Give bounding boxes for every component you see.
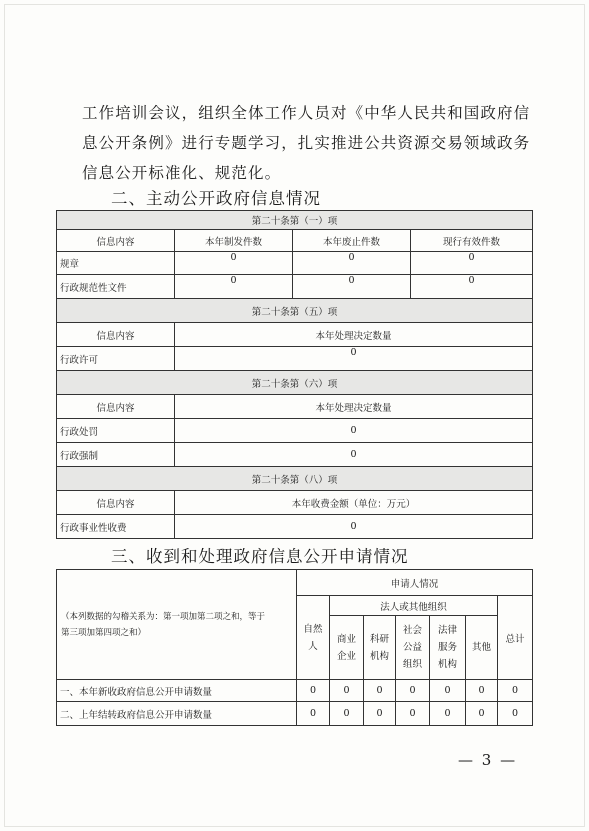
value-cell: 0 [175, 515, 533, 539]
applicant-header: 申请人情况 [297, 570, 533, 596]
table-row [57, 515, 533, 539]
value-cell: 0 [411, 275, 533, 299]
value-cell: 0 [330, 702, 364, 726]
paragraph-line: 信息公开标准化、规范化。 [82, 164, 282, 182]
header-cell: 本年处理决定数量 [175, 395, 533, 419]
row-label: 一、本年新收政府信息公开申请数量 [57, 680, 297, 702]
item-8-caption: 第二十条第（八）项 [57, 467, 533, 491]
table-row [57, 211, 533, 230]
note-cell [57, 570, 297, 680]
table-row [57, 680, 533, 702]
paragraph-line: 工作培训会议，组织全体工作人员对《中华人民共和国政府信 [82, 104, 531, 122]
row-label: 行政许可 [57, 347, 175, 371]
value-cell: 0 [364, 680, 396, 702]
value-cell: 0 [396, 680, 430, 702]
paragraph-line: 息公开条例》进行专题学习，扎实推进公共资源交易领域政务 [82, 134, 531, 152]
total-header: 总计 [498, 596, 533, 680]
row-label: 规章 [57, 252, 175, 275]
org-subheader: 科研 机构 [364, 616, 396, 680]
header-cell: 本年废止件数 [293, 230, 411, 252]
natural-person-header: 自然 人 [297, 596, 330, 680]
value-cell: 0 [466, 680, 498, 702]
org-subheader: 法律 服务 机构 [430, 616, 466, 680]
value-cell: 0 [411, 252, 533, 275]
value-cell: 0 [498, 680, 533, 702]
table-row [57, 252, 533, 275]
org-subheader: 社会 公益 组织 [396, 616, 430, 680]
page-number: — 3 — [458, 751, 518, 769]
header-cell: 本年收费金额（单位：万元） [175, 491, 533, 515]
table-row [57, 371, 533, 395]
table-row [57, 299, 533, 323]
item-5-caption: 第二十条第（五）项 [57, 299, 533, 323]
application-table [56, 569, 533, 726]
value-cell: 0 [430, 680, 466, 702]
header-cell: 信息内容 [57, 230, 175, 252]
legal-org-header: 法人或其他组织 [330, 596, 498, 616]
header-cell: 信息内容 [57, 395, 175, 419]
value-cell: 0 [175, 275, 293, 299]
table-row [57, 443, 533, 467]
value-cell: 0 [175, 347, 533, 371]
row-label: 行政强制 [57, 443, 175, 467]
value-cell: 0 [430, 702, 466, 726]
value-cell: 0 [396, 702, 430, 726]
table-row [57, 702, 533, 726]
value-cell: 0 [297, 702, 330, 726]
value-cell: 0 [466, 702, 498, 726]
proactive-disclosure-table [56, 210, 533, 539]
header-cell: 现行有效件数 [411, 230, 533, 252]
table-row [57, 230, 533, 252]
value-cell: 0 [297, 680, 330, 702]
org-subheader: 其他 [466, 616, 498, 680]
note-line: （本列数据的勾稽关系为：第一项加第二项之和，等于 [61, 611, 266, 622]
header-cell: 本年处理决定数量 [175, 323, 533, 347]
table-row [57, 275, 533, 299]
table-row [57, 491, 533, 515]
row-label: 行政事业性收费 [57, 515, 175, 539]
value-cell: 0 [175, 443, 533, 467]
row-label: 行政处罚 [57, 419, 175, 443]
table-row [57, 467, 533, 491]
header-cell: 本年制发件数 [175, 230, 293, 252]
note-line: 第三项加第四项之和） [61, 627, 147, 638]
item-1-caption: 第二十条第（一）项 [57, 211, 533, 230]
table-row [57, 395, 533, 419]
item-6-caption: 第二十条第（六）项 [57, 371, 533, 395]
table-row [57, 323, 533, 347]
value-cell: 0 [498, 702, 533, 726]
body-paragraph [82, 98, 531, 188]
section-3-heading: 三、收到和处理政府信息公开申请情况 [111, 547, 409, 566]
value-cell: 0 [293, 275, 411, 299]
table-row [57, 570, 533, 596]
row-label: 行政规范性文件 [57, 275, 175, 299]
value-cell: 0 [330, 680, 364, 702]
table-row [57, 347, 533, 371]
org-subheader: 商业 企业 [330, 616, 364, 680]
value-cell: 0 [293, 252, 411, 275]
value-cell: 0 [364, 702, 396, 726]
header-cell: 信息内容 [57, 323, 175, 347]
table-row [57, 419, 533, 443]
header-cell: 信息内容 [57, 491, 175, 515]
value-cell: 0 [175, 252, 293, 275]
value-cell: 0 [175, 419, 533, 443]
section-2-heading: 二、主动公开政府信息情况 [111, 189, 321, 208]
row-label: 二、上年结转政府信息公开申请数量 [57, 702, 297, 726]
